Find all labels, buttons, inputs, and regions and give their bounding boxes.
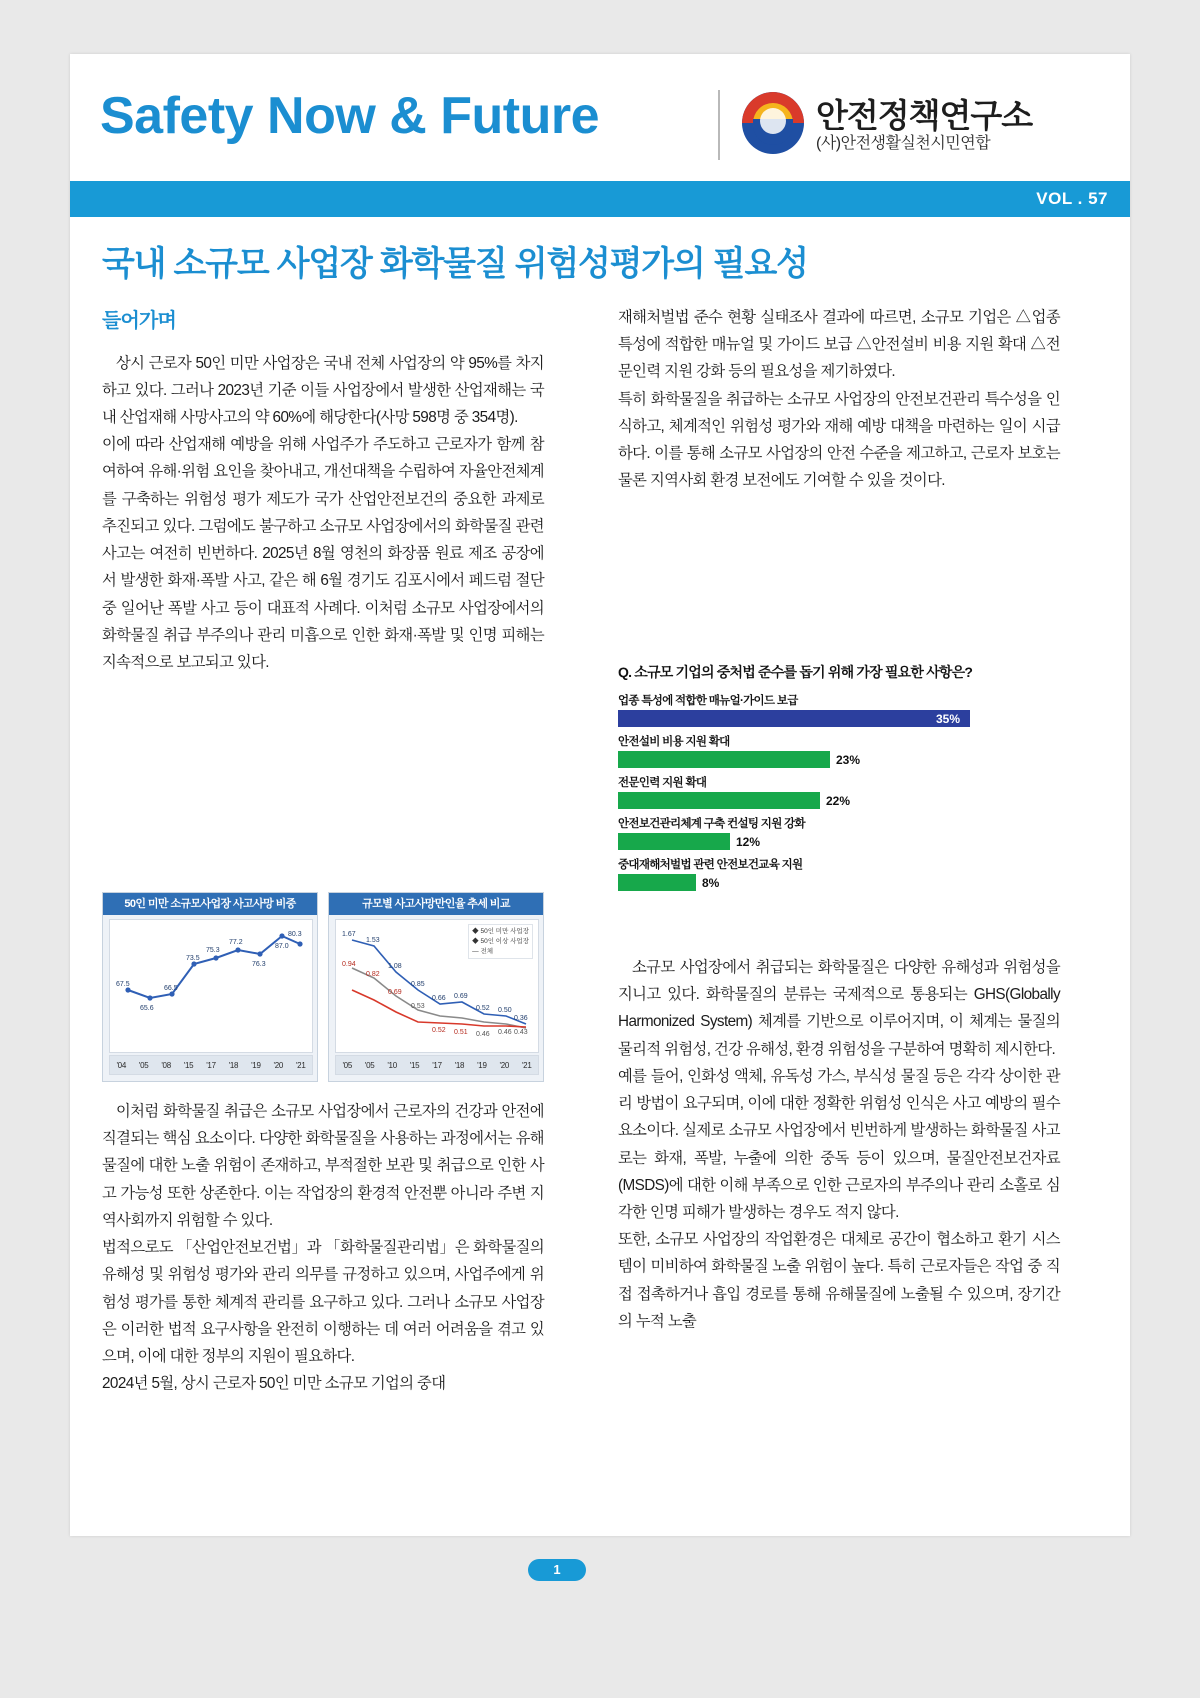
- svg-text:0.50: 0.50: [498, 1007, 512, 1014]
- chart-bar-item: [618, 815, 1060, 850]
- bar-value: 8%: [702, 875, 720, 890]
- organization-subname: (사)안전생활실천시민연합: [816, 135, 991, 152]
- svg-text:77.2: 77.2: [229, 939, 243, 946]
- bar-value: 12%: [736, 834, 761, 849]
- volume-bar: [70, 181, 1130, 217]
- chart-bar-item: [618, 774, 1060, 809]
- svg-text:0.46: 0.46: [498, 1029, 512, 1036]
- svg-text:0.52: 0.52: [432, 1027, 446, 1034]
- svg-text:0.69: 0.69: [388, 989, 402, 996]
- chart-fatality-rate-comparison: [328, 892, 544, 1082]
- left-column-continued: [102, 1098, 544, 1397]
- bar-value: 22%: [826, 793, 851, 808]
- svg-text:1.08: 1.08: [388, 963, 402, 970]
- masthead-divider: [718, 90, 720, 160]
- svg-text:76.3: 76.3: [252, 961, 266, 968]
- paragraph: 2024년 5월, 상시 근로자 50인 미만 소규모 기업의 중대: [102, 1375, 446, 1393]
- svg-text:0.46: 0.46: [476, 1031, 490, 1038]
- bar-value: 35%: [936, 711, 961, 726]
- section-heading: 들어가며: [102, 310, 177, 332]
- paragraph: 또한, 소규모 사업장의 작업환경은 대체로 공간이 협소하고 환기 시스템이 미비하여 화학물질 노출 위험이 높다. 특히 근로자들은 작업 중 직접 접촉하거나 흡입 경로를 통해 유해물질에 노출될 수 있으며, 장기간의 누적 노출: [618, 1231, 1060, 1330]
- bar-value: 23%: [836, 752, 861, 767]
- svg-text:0.53: 0.53: [411, 1003, 425, 1010]
- line-series: [110, 920, 312, 1052]
- bar-label: 안전설비 비용 지원 확대: [618, 736, 730, 748]
- paragraph: 법적으로도 「산업안전보건법」과 「화학물질관리법」은 화학물질의 유해성 및 위험성 평가와 관리 의무를 규정하고 있으며, 사업주에게 위험성 평가를 통한 체계적 관리를 요구하고 있다. 그러나 소규모 사업장은 이러한 법적 요구사항을 완전히 이행하는 데 여러 어려움을 겪고 있으며, 이에 대한 정부의 지원이 필요하다.: [102, 1239, 544, 1365]
- svg-text:0.82: 0.82: [366, 971, 380, 978]
- bar-label: 업종 특성에 적합한 매뉴얼·가이드 보급: [618, 695, 798, 707]
- svg-text:75.3: 75.3: [206, 947, 220, 954]
- right-column: [618, 304, 1060, 495]
- svg-text:0.52: 0.52: [476, 1005, 490, 1012]
- bar-fill: [618, 710, 970, 727]
- svg-text:87.0: 87.0: [275, 943, 289, 950]
- chart-x-axis: '04 '05 '08 '15 '17 '18 '19 '20 '21: [109, 1055, 313, 1075]
- bar-label: 전문인력 지원 확대: [618, 777, 707, 789]
- page-sheet: [70, 54, 1130, 1536]
- right-column-continued: [618, 954, 1060, 1335]
- svg-text:0.85: 0.85: [411, 981, 425, 988]
- svg-text:67.5: 67.5: [116, 981, 130, 988]
- page-number-badge: 1: [528, 1559, 586, 1581]
- globe-shield-logo-icon: [742, 92, 804, 154]
- bar-fill: [618, 751, 830, 768]
- organization-logo: [742, 88, 1072, 160]
- bar-fill: [618, 874, 696, 891]
- paragraph: 이처럼 화학물질 취급은 소규모 사업장에서 근로자의 건강과 안전에 직결되는 핵심 요소이다. 다양한 화학물질을 사용하는 과정에서는 유해 물질에 대한 노출 위험이 존재하고, 부적절한 보관 및 취급으로 인한 사고 가능성 또한 상존한다. 이는 작업장의 환경적 안전뿐 아니라 주변 지역사회까지 위험할 수 있다.: [102, 1103, 544, 1229]
- svg-text:1.67: 1.67: [342, 931, 356, 938]
- paragraph: 예를 들어, 인화성 액체, 유독성 가스, 부식성 물질 등은 각각 상이한 관리 방법이 요구되며, 이에 대한 정확한 위험성 인식은 사고 예방의 필수 요소이다. 실제로 소규모 사업장에서 빈번하게 발생하는 화학물질 사고로는 화재, 폭발, 누출에 의한 중독 등이 있으며, 물질안전보건자료(MSDS)에 대한 이해 부족으로 인한 근로자의 부주의나 관리 소홀로 심각한 인명 피해가 발생하는 경우도 적지 않다.: [618, 1067, 1060, 1221]
- organization-name: 안전정책연구소: [816, 97, 1033, 134]
- publication-title: Safety Now & Future: [100, 87, 599, 145]
- svg-text:1.53: 1.53: [366, 937, 380, 944]
- chart-accident-share: [102, 892, 318, 1082]
- masthead: [70, 54, 1130, 180]
- svg-text:65.6: 65.6: [140, 1005, 154, 1012]
- chart-title: 규모별 사고사망만인율 추세 비교: [329, 893, 543, 915]
- bar-label: 안전보건관리체계 구축 컨설팅 지원 강화: [618, 818, 805, 830]
- figure-chart-pair: [102, 892, 544, 1082]
- chart-legend: ◆ 50인 미만 사업장 ◆ 50인 이상 사업장 — 전체: [468, 924, 533, 959]
- svg-text:73.5: 73.5: [186, 955, 200, 962]
- chart-plot-area: [335, 919, 539, 1053]
- svg-text:0.69: 0.69: [454, 993, 468, 1000]
- chart-survey-needs: [618, 662, 1060, 942]
- svg-text:66.5: 66.5: [164, 985, 178, 992]
- chart-bar-item: [618, 856, 1060, 891]
- paragraph: 재해처벌법 준수 현황 실태조사 결과에 따르면, 소규모 기업은 △업종 특성에 적합한 매뉴얼 및 가이드 보급 △안전설비 비용 지원 확대 △전문인력 지원 강화 등의 필요성을 제기하였다.: [618, 309, 1060, 381]
- svg-text:80.3: 80.3: [288, 931, 302, 938]
- svg-text:0.51: 0.51: [454, 1029, 468, 1036]
- bar-label: 중대재해처벌법 관련 안전보건교육 지원: [618, 859, 803, 871]
- chart-title: 50인 미만 소규모사업장 사고사망 비중: [103, 893, 317, 915]
- bar-fill: [618, 792, 820, 809]
- paragraph: 이에 따라 산업재해 예방을 위해 사업주가 주도하고 근로자가 함께 참여하여 유해·위험 요인을 찾아내고, 개선대책을 수립하여 자율안전체계를 구축하는 위험성 평가 제도가 국가 산업안전보건의 중요한 과제로 추진되고 있다. 그럼에도 불구하고 소규모 사업장에서의 화학물질 관련 사고는 여전히 빈번하다. 2025년 8월 영천의 화장품 원료 제조 공장에서 발생한 화재·폭발 사고, 같은 해 6월 경기도 김포시에서 페드럼 절단 중 일어난 폭발 사고 등이 대표적 사례다. 이처럼 소규모 사업장에서의 화학물질 취급 부주의나 관리 미흡으로 인한 화재·폭발 및 인명 피해는 지속적으로 보고되고 있다.: [102, 436, 544, 671]
- chart-bar-item: [618, 733, 1060, 768]
- paragraph: 소규모 사업장에서 취급되는 화학물질은 다양한 유해성과 위험성을 지니고 있다. 화학물질의 분류는 국제적으로 통용되는 GHS(Globally Harmonized System) 체계를 기반으로 이루어지며, 이 체계는 물질의 물리적 위험성, 건강 유해성, 환경 위험성을 구분하여 명확히 제시한다.: [618, 959, 1060, 1058]
- svg-text:0.66: 0.66: [432, 995, 446, 1002]
- chart-bar-item: [618, 692, 1060, 727]
- left-column: [102, 304, 544, 676]
- svg-text:0.94: 0.94: [342, 961, 356, 968]
- bar-fill: [618, 833, 730, 850]
- chart-x-axis: '05 '05 '10 '15 '17 '18 '19 '20 '21: [335, 1055, 539, 1075]
- volume-label: VOL . 57: [1036, 189, 1108, 208]
- svg-text:0.36: 0.36: [514, 1015, 528, 1022]
- paragraph: 특히 화학물질을 취급하는 소규모 사업장의 안전보건관리 특수성을 인식하고, 체계적인 위험성 평가와 재해 예방 대책을 마련하는 일이 시급하다. 이를 통해 소규모 사업장의 안전 수준을 제고하고, 근로자 보호는 물론 지역사회 환경 보전에도 기여할 수 있을 것이다.: [618, 390, 1060, 490]
- chart-title: Q. 소규모 기업의 중처법 준수를 돕기 위해 가장 필요한 사항은?: [618, 664, 973, 680]
- page-title: 국내 소규모 사업장 화학물질 위험성평가의 필요성: [102, 245, 808, 283]
- chart-plot-area: [109, 919, 313, 1053]
- paragraph: 상시 근로자 50인 미만 사업장은 국내 전체 사업장의 약 95%를 차지하고 있다. 그러나 2023년 기준 이들 사업장에서 발생한 산업재해는 국내 산업재해 사망사고의 약 60%에 해당한다(사망 598명 중 354명).: [102, 354, 544, 427]
- svg-text:0.43: 0.43: [514, 1029, 528, 1036]
